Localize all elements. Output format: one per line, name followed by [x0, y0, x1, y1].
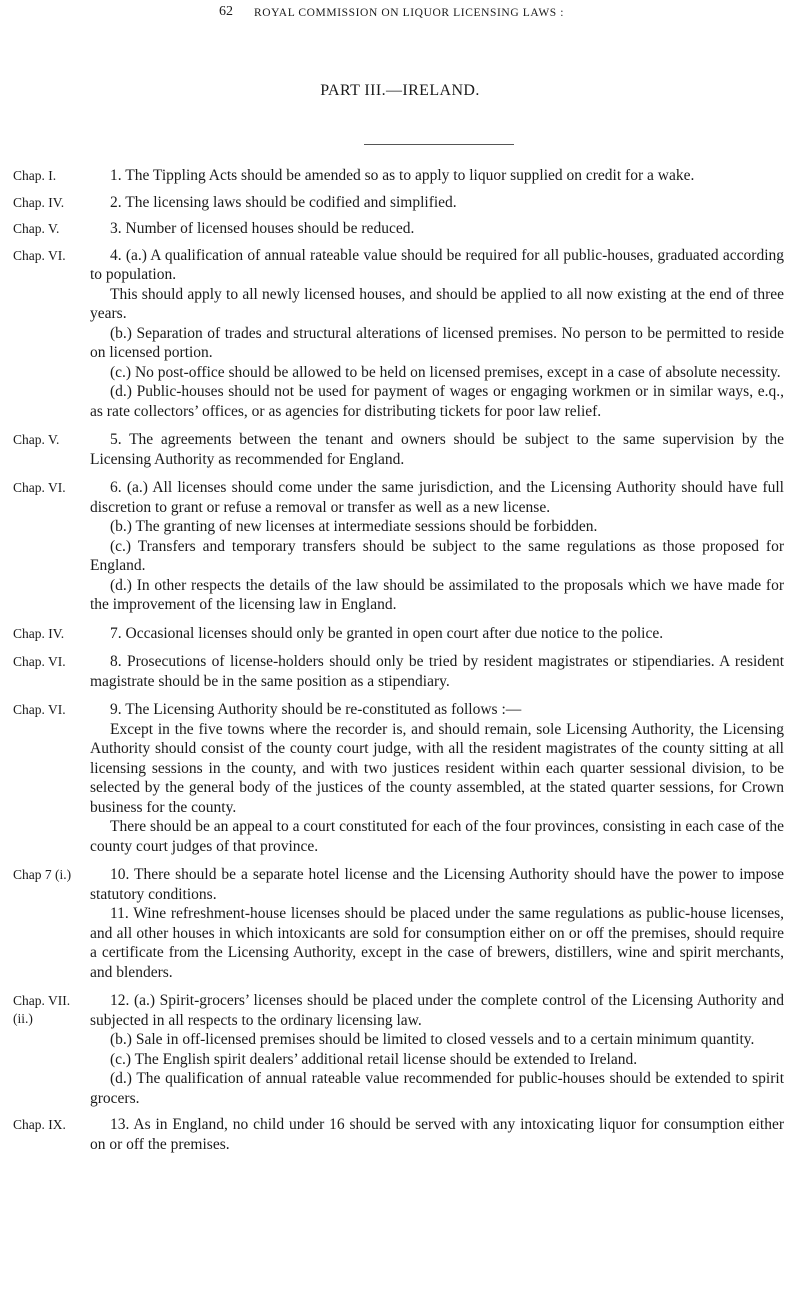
chapter-ref: Chap. VI. [13, 480, 66, 495]
paragraph: 5. The agreements between the tenant and owners should be subject to the same supervision by the Licensing Authority as recommended for England. [90, 431, 784, 468]
chapter-ref: Chap. V. [13, 221, 60, 236]
paragraph: 8. Prosecutions of license-holders should only be tried by resident magistrates or stipendiaries. A resident magistrate should be in the same position as a stipendiary. [90, 653, 784, 690]
entry-4 [0, 246, 800, 422]
paragraph: 9. The Licensing Authority should be re-constituted as follows :— [110, 701, 522, 718]
paragraph: 10. There should be a separate hotel license and the Licensing Authority should have the power to impose statutory conditions. [90, 866, 784, 903]
entry-7 [0, 624, 800, 644]
chapter-ref: Chap 7 (i.) [13, 867, 72, 882]
paragraph: (b.) The granting of new licenses at intermediate sessions should be forbidden. [110, 518, 598, 535]
paragraph: (c.) No post-office should be allowed to be held on licensed premises, except in a case of absolute necessity. [110, 363, 781, 381]
chapter-ref: Chap. VI. [13, 247, 66, 263]
entry-1 [0, 166, 800, 186]
entry-10 [0, 865, 800, 982]
part-title: PART III.—IRELAND. [320, 82, 480, 99]
chapter-ref: Chap. I. [13, 168, 57, 183]
chapter-ref: Chap. IV. [13, 194, 65, 210]
paragraph: (b.) Sale in off-licensed premises should be limited to closed vessels and to a certain minimum quantity. [110, 1031, 755, 1048]
entry-3 [0, 219, 800, 239]
chapter-ref: Chap. VI. [13, 702, 66, 717]
running-head: ROYAL COMMISSION ON LIQUOR LICENSING LAWS : [254, 7, 565, 19]
recommendations-list [0, 166, 800, 1154]
paragraph: There should be an appeal to a court constituted for each of the four provinces, consisting in each case of the county court judges of that province. [90, 818, 784, 855]
entry-9 [0, 700, 800, 856]
paragraph: 12. (a.) Spirit-grocers’ licenses should be placed under the complete control of the Licensing Authority and subjected in all respects to the ordinary licensing law. [90, 992, 784, 1029]
chapter-ref: Chap. IV. [13, 625, 65, 641]
page-number: 62 [219, 4, 233, 19]
entry-2 [0, 193, 800, 213]
paragraph: 7. Occasional licenses should only be granted in open court after due notice to the police. [110, 624, 664, 642]
paragraph: 2. The licensing laws should be codified and simplified. [110, 193, 457, 211]
chapter-ref: Chap. VI. [13, 654, 66, 669]
entry-6 [0, 478, 800, 615]
paragraph: 1. The Tippling Acts should be amended so as to apply to liquor supplied on credit for a wake. [110, 167, 695, 184]
entry-5 [0, 430, 800, 469]
entry-11 [0, 991, 800, 1108]
paragraph: (d.) Public-houses should not be used for payment of wages or engaging workmen or in similar ways, e.q., as rate collectors’ offices, or as agencies for distributing tickets for poor law relief. [90, 383, 784, 420]
paragraph: Except in the five towns where the recorder is, and should remain, sole Licensing Authority, the Licensing Authority should consist of the county court judge, with all the resident magistrates of the county sitting at all licensing sessions in the county, and with two justices resident within each quarter sessional division, to be selected by the general body of the justices of the county assembled, at the stated quarter sessions, for Crown business for the county. [90, 720, 784, 816]
entry-12 [0, 1115, 800, 1154]
entry-8 [0, 652, 800, 691]
paragraph: 6. (a.) All licenses should come under the same jurisdiction, and the Licensing Authority should have full discretion to grant or refuse a removal or transfer as well as a new license. [90, 479, 784, 516]
paragraph: (d.) The qualification of annual rateable value recommended for public-houses should be extended to spirit grocers. [90, 1070, 784, 1107]
chapter-ref: Chap. IX. [13, 1117, 66, 1132]
paragraph: (c.) The English spirit dealers’ additional retail license should be extended to Ireland. [110, 1050, 638, 1068]
paragraph: 3. Number of licensed houses should be reduced. [110, 220, 415, 237]
title-divider [364, 144, 514, 145]
paragraph: 11. Wine refreshment-house licenses should be placed under the same regulations as public-house licenses, and all other houses in which intoxicants are sold for consumption either on or off the premises, should require a certificate from the Licensing Authority, except in the case of brewers, distillers, wine and spirit merchants, and blenders. [90, 905, 784, 981]
paragraph: (b.) Separation of trades and structural alterations of licensed premises. No person to be permitted to reside on licensed portion. [90, 324, 784, 361]
chapter-ref: Chap. VII. (ii.) [13, 993, 71, 1026]
chapter-ref: Chap. V. [13, 432, 60, 447]
paragraph: (c.) Transfers and temporary transfers should be subject to the same regulations as those proposed for England. [90, 537, 784, 574]
page-header [0, 2, 800, 24]
paragraph: 4. (a.) A qualification of annual rateable value should be required for all public-houses, graduated according to population. [90, 246, 784, 283]
paragraph: 13. As in England, no child under 16 should be served with any intoxicating liquor for consumption either on or off the premises. [90, 1116, 784, 1153]
paragraph: (d.) In other respects the details of the law should be assimilated to the proposals which we have made for the improvement of the licensing law in England. [90, 576, 784, 613]
paragraph: This should apply to all newly licensed houses, and should be applied to all now existing at the end of three years. [90, 285, 784, 322]
